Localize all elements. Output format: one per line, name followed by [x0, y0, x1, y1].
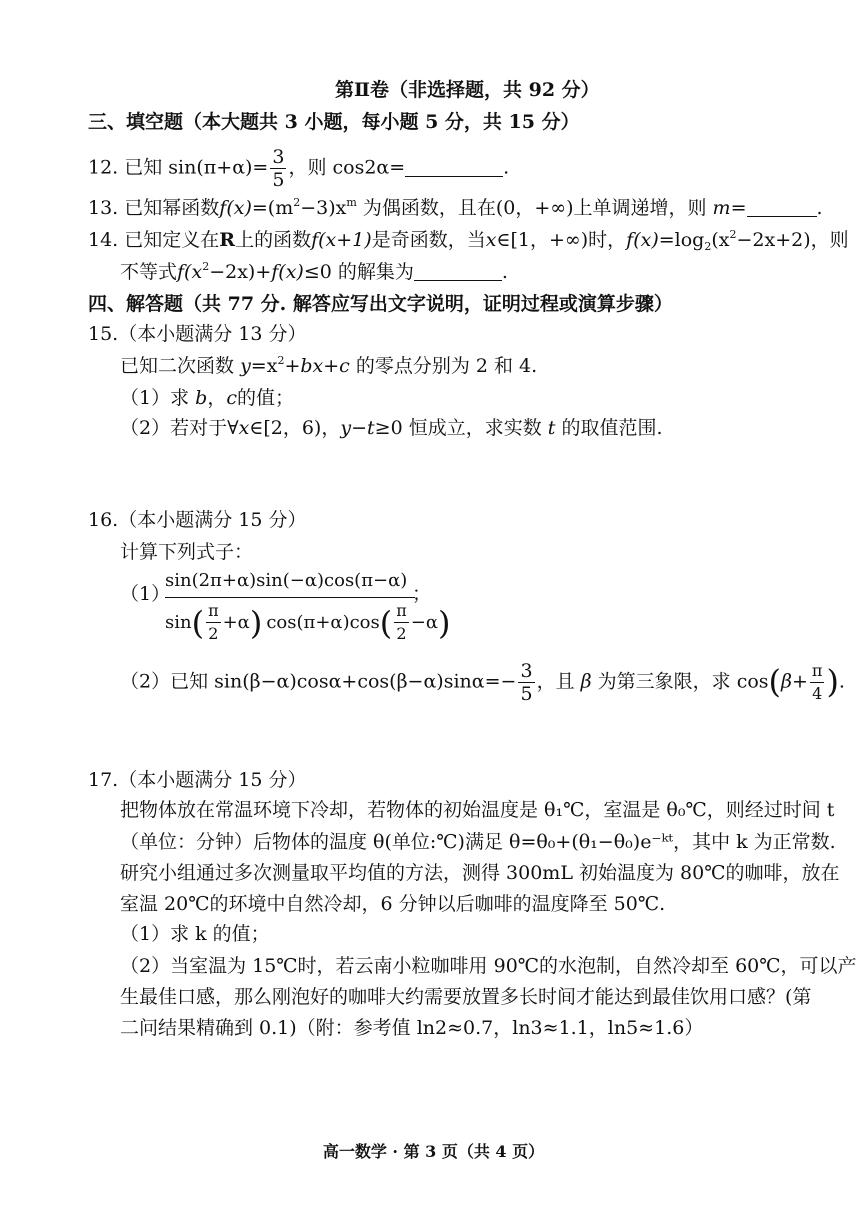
part-title: 第Ⅱ卷（非选择题，共 92 分）: [335, 79, 600, 101]
question-17-part-2-line-2: 生最佳口感，那么刚泡好的咖啡大约需要放置多长时间才能达到最佳饮用口感？(第: [120, 986, 812, 1008]
question-16-part-1-end: ；: [412, 583, 432, 605]
answer-blank: [414, 262, 502, 281]
question-17-line-3: 研究小组通过多次测量取平均值的方法，测得 300mL 初始温度为 80℃的咖啡，放在: [120, 862, 840, 884]
answer-blank: [405, 158, 503, 177]
question-17-line-4: 室温 20℃的环境中自然冷却，6 分钟以后咖啡的温度降至 50℃.: [120, 893, 666, 915]
question-16-stem: 计算下列式子：: [120, 541, 254, 563]
question-16-part-1-fraction: sin(2π+α)sin(−α)cos(π−α) sin ( $\frac{\pi}{2}$ +α ) cos(π+α)cos ( $\frac{\pi}{2}$ −α ): [165, 570, 451, 643]
question-17-line-1: 把物体放在常温环境下冷却，若物体的初始温度是 θ₁℃，室温是 θ₀℃，则经过时间 t: [120, 799, 835, 821]
question-13: 13. 已知幂函数$f(x)=(m^2-3)x^m$ 为偶函数，且在(0，+∞)上单调递增，则 m= .: [88, 196, 823, 219]
question-14-line-2: 不等式$f(x^2-2x)+f(x)\le 0$ 的解集为 .: [120, 260, 508, 283]
question-17-part-2-line-1: （2）当室温为 15℃时，若云南小粒咖啡用 90℃的水泡制，自然冷却至 60℃，可以产: [120, 955, 857, 977]
question-14-line-1: 14. 已知定义在R上的函数f(x+1)是奇函数，当x∈[1，+∞)时，$f(x)=\log_2(x^2-2x+2)$，则: [88, 228, 849, 253]
question-17-part-1: （1）求 k 的值；: [120, 923, 270, 945]
page-footer: 高一数学 · 第 3 页（共 4 页）: [322, 1142, 545, 1161]
section-fill-blank-heading: 三、填空题（本大题共 3 小题，每小题 5 分，共 15 分）: [88, 111, 580, 133]
section-solution-heading: 四、解答题（共 77 分. 解答应写出文字说明，证明过程或演算步骤）: [88, 293, 673, 315]
question-16-header: 16.（本小题满分 15 分）: [88, 509, 307, 531]
question-15-stem: 已知二次函数 $y=x^2+bx+c$ 的零点分别为 2 和 4.: [120, 354, 538, 377]
question-15-header: 15.（本小题满分 13 分）: [88, 323, 307, 345]
answer-blank: [747, 198, 817, 217]
question-16-part-1-label: （1）: [120, 583, 171, 605]
question-15-part-1: （1）求 b，c的值；: [120, 387, 294, 409]
question-15-part-2: （2）若对于∀x∈[2，6)，y−t≥0 恒成立，求实数 t 的取值范围.: [120, 417, 663, 439]
question-12: 12. 已知 sin(π+α)= $\frac{3}{5}$ ，则 cos2α= .: [88, 146, 510, 191]
question-17-part-2-line-3: 二问结果精确到 0.1)（附：参考值 ln2≈0.7，ln3≈1.1，ln5≈1.6）: [120, 1017, 704, 1039]
question-16-part-2: （2）已知 sin(β−α)cosα+cos(β−α)sinα=− $\frac{3}{5}$ ，且 β 为第三象限，求 cos(β+ $\frac{\pi}{4}$ ).: [120, 660, 845, 705]
question-17-line-2: （单位：分钟）后物体的温度 θ(单位:℃)满足 θ=θ₀+(θ₁−θ₀)e⁻ᵏᵗ，其中 k 为正常数.: [120, 831, 836, 853]
question-17-header: 17.（本小题满分 15 分）: [88, 769, 307, 791]
